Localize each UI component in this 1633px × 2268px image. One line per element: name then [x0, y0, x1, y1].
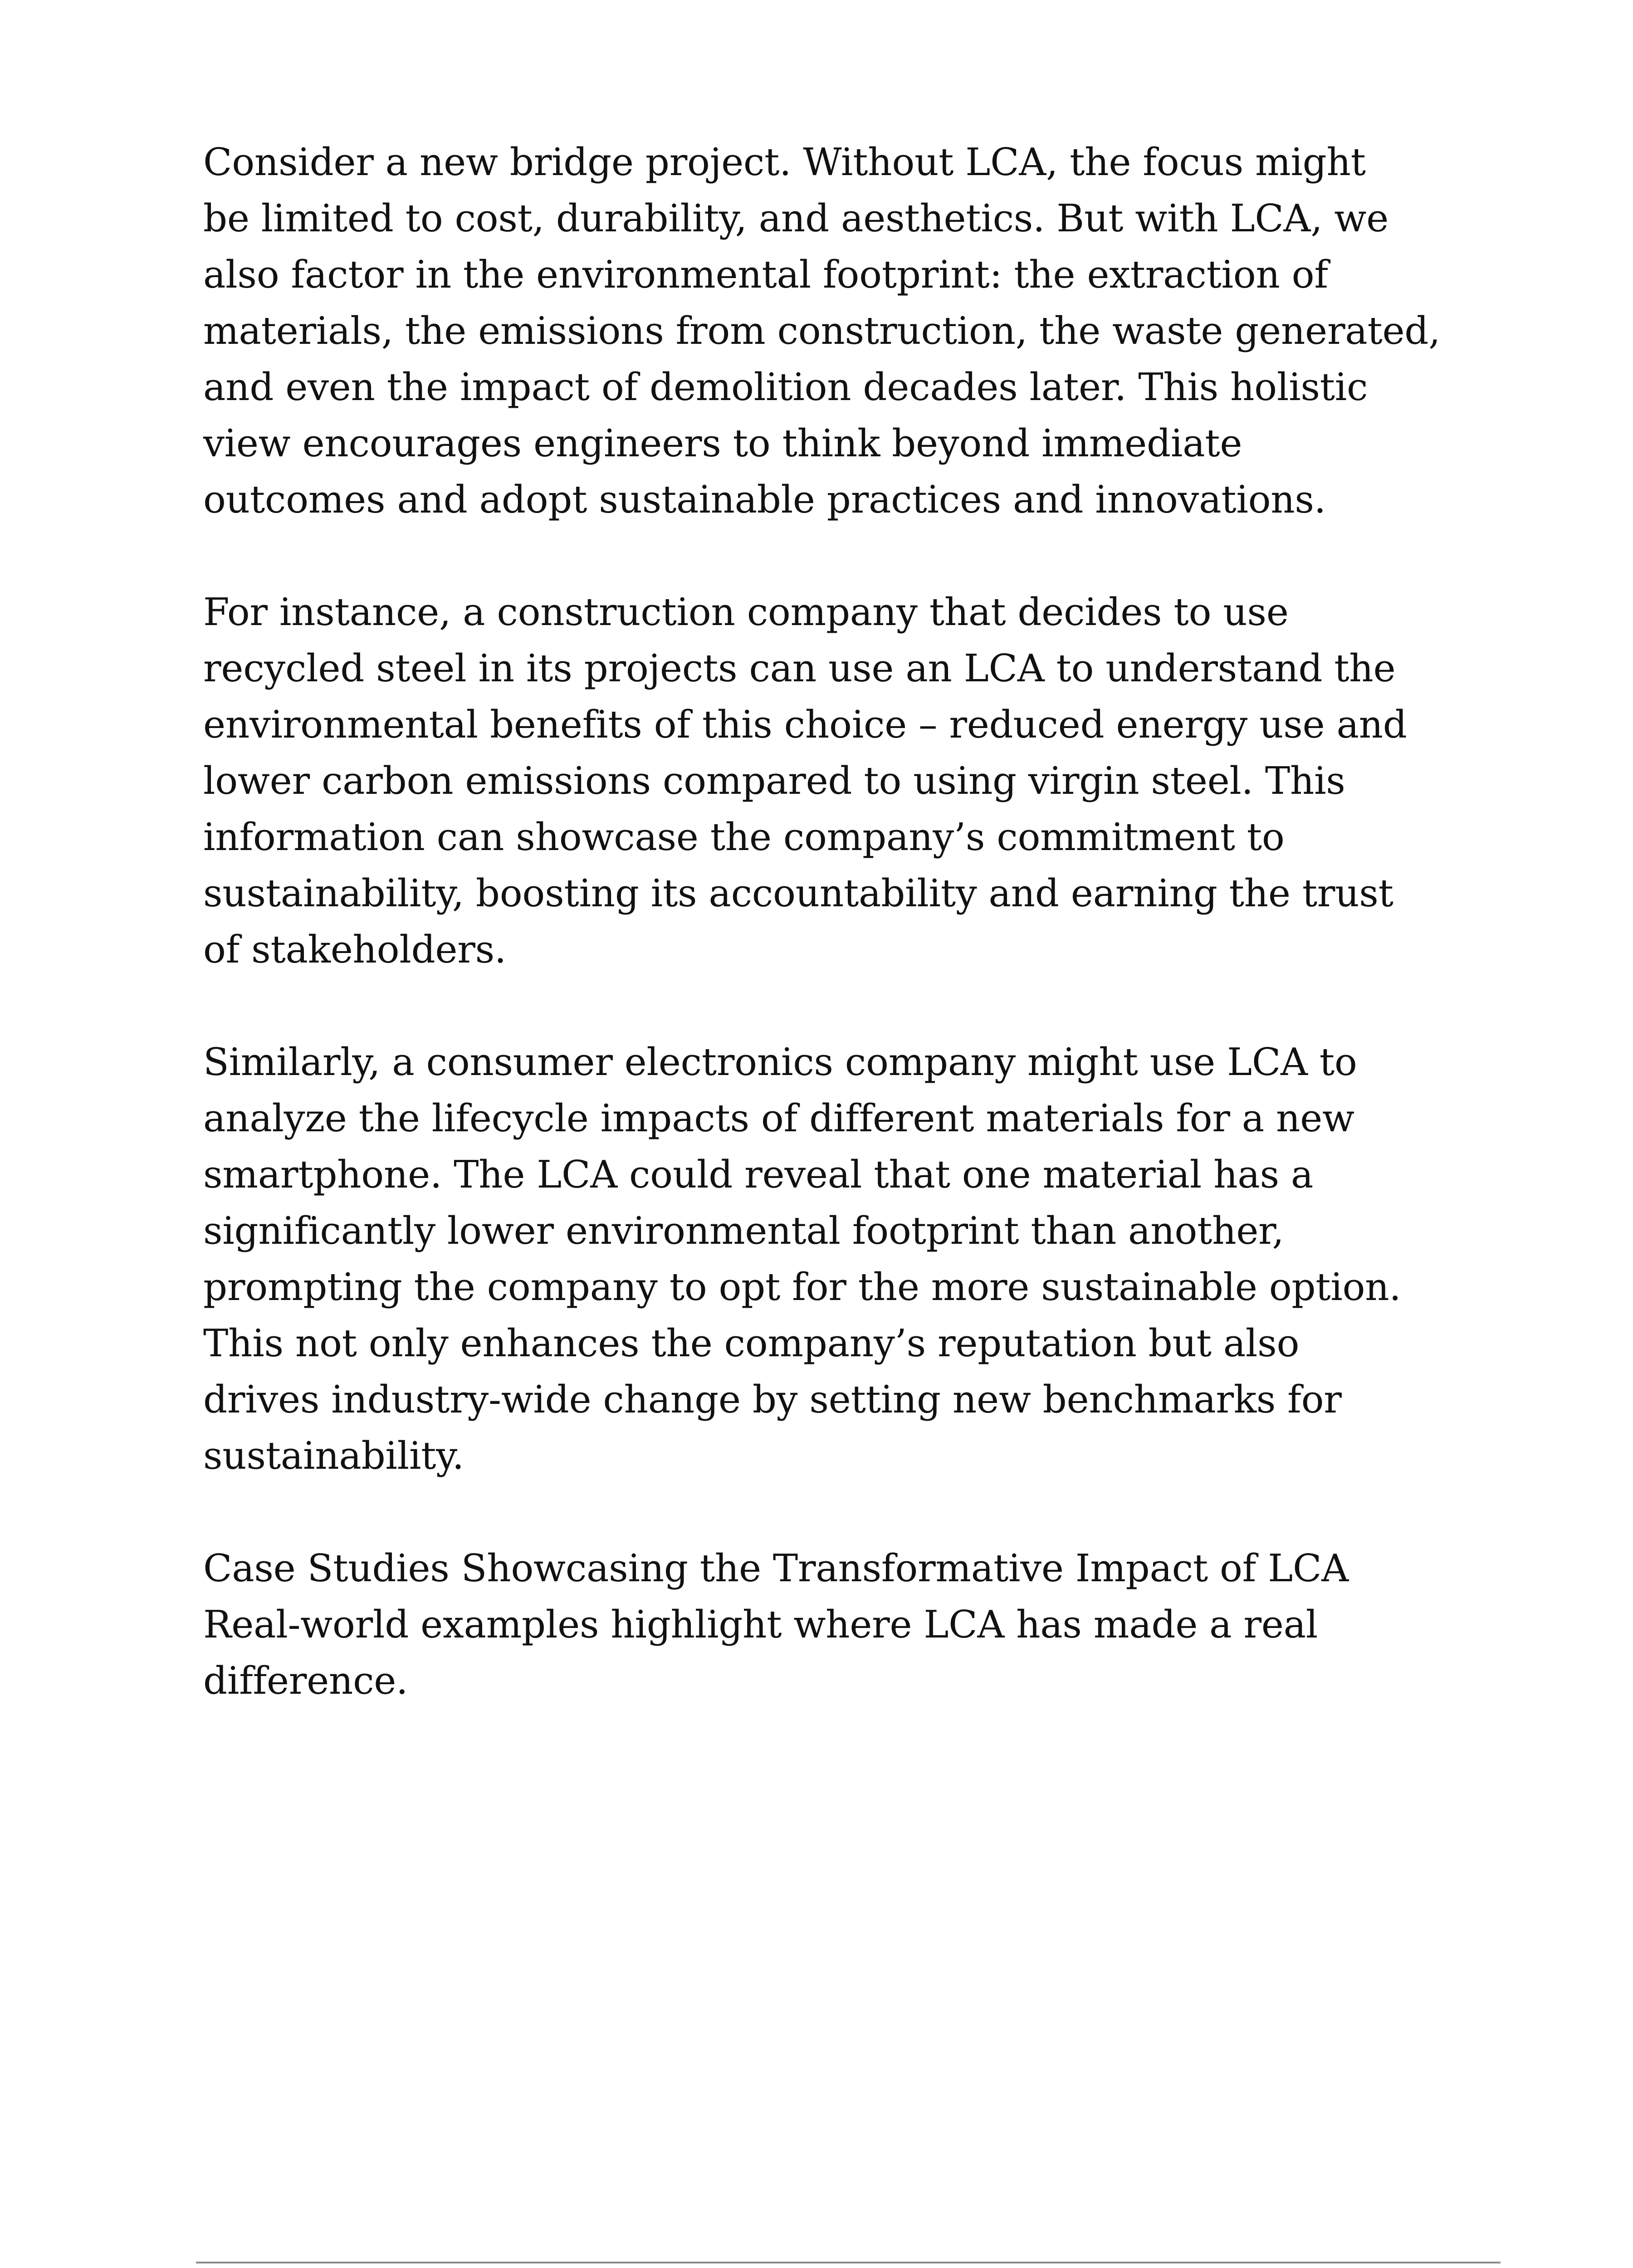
- text-line: and even the impact of demolition decades later. This holistic: [203, 365, 1368, 409]
- paragraph-recycled-steel: [203, 584, 1501, 978]
- text-line: be limited to cost, durability, and aesthetics. But with LCA, we: [203, 196, 1389, 240]
- paragraph-case-studies: [203, 1540, 1501, 1709]
- body-text: [203, 134, 1501, 1765]
- text-line: Consider a new bridge project. Without LCA, the focus might: [203, 140, 1366, 184]
- text-line: materials, the emissions from construction, the waste generated,: [203, 309, 1441, 353]
- text-line: drives industry-wide change by setting new benchmarks for: [203, 1378, 1342, 1422]
- text-line: recycled steel in its projects can use an LCA to understand the: [203, 646, 1396, 690]
- text-line: difference.: [203, 1659, 408, 1703]
- text-line: environmental benefits of this choice – reduced energy use and: [203, 703, 1407, 747]
- text-line: lower carbon emissions compared to using virgin steel. This: [203, 759, 1345, 803]
- text-line: significantly lower environmental footprint than another,: [203, 1209, 1284, 1253]
- text-line: view encourages engineers to think beyond immediate: [203, 421, 1242, 465]
- text-line: sustainability.: [203, 1434, 464, 1478]
- text-line: prompting the company to opt for the more sustainable option.: [203, 1265, 1401, 1309]
- text-line: sustainability, boosting its accountability and earning the trust: [203, 871, 1393, 915]
- text-line: For instance, a construction company that decides to use: [203, 590, 1289, 634]
- text-line: Real-world examples highlight where LCA has made a real: [203, 1603, 1318, 1647]
- text-line: This not only enhances the company’s reputation but also: [203, 1321, 1300, 1365]
- text-line: smartphone. The LCA could reveal that one material has a: [203, 1153, 1314, 1197]
- text-line: analyze the lifecycle impacts of different materials for a new: [203, 1096, 1354, 1140]
- footer-divider: [196, 2262, 1501, 2263]
- text-line: Similarly, a consumer electronics company might use LCA to: [203, 1040, 1357, 1084]
- text-line: information can showcase the company’s commitment to: [203, 815, 1285, 859]
- text-line: outcomes and adopt sustainable practices and innovations.: [203, 478, 1326, 522]
- text-line: of stakeholders.: [203, 928, 506, 972]
- paragraph-consumer-electronics: [203, 1034, 1501, 1484]
- text-line: also factor in the environmental footprint: the extraction of: [203, 253, 1328, 297]
- text-line: Case Studies Showcasing the Transformative Impact of LCA: [203, 1546, 1349, 1590]
- paragraph-bridge-project: [203, 134, 1501, 528]
